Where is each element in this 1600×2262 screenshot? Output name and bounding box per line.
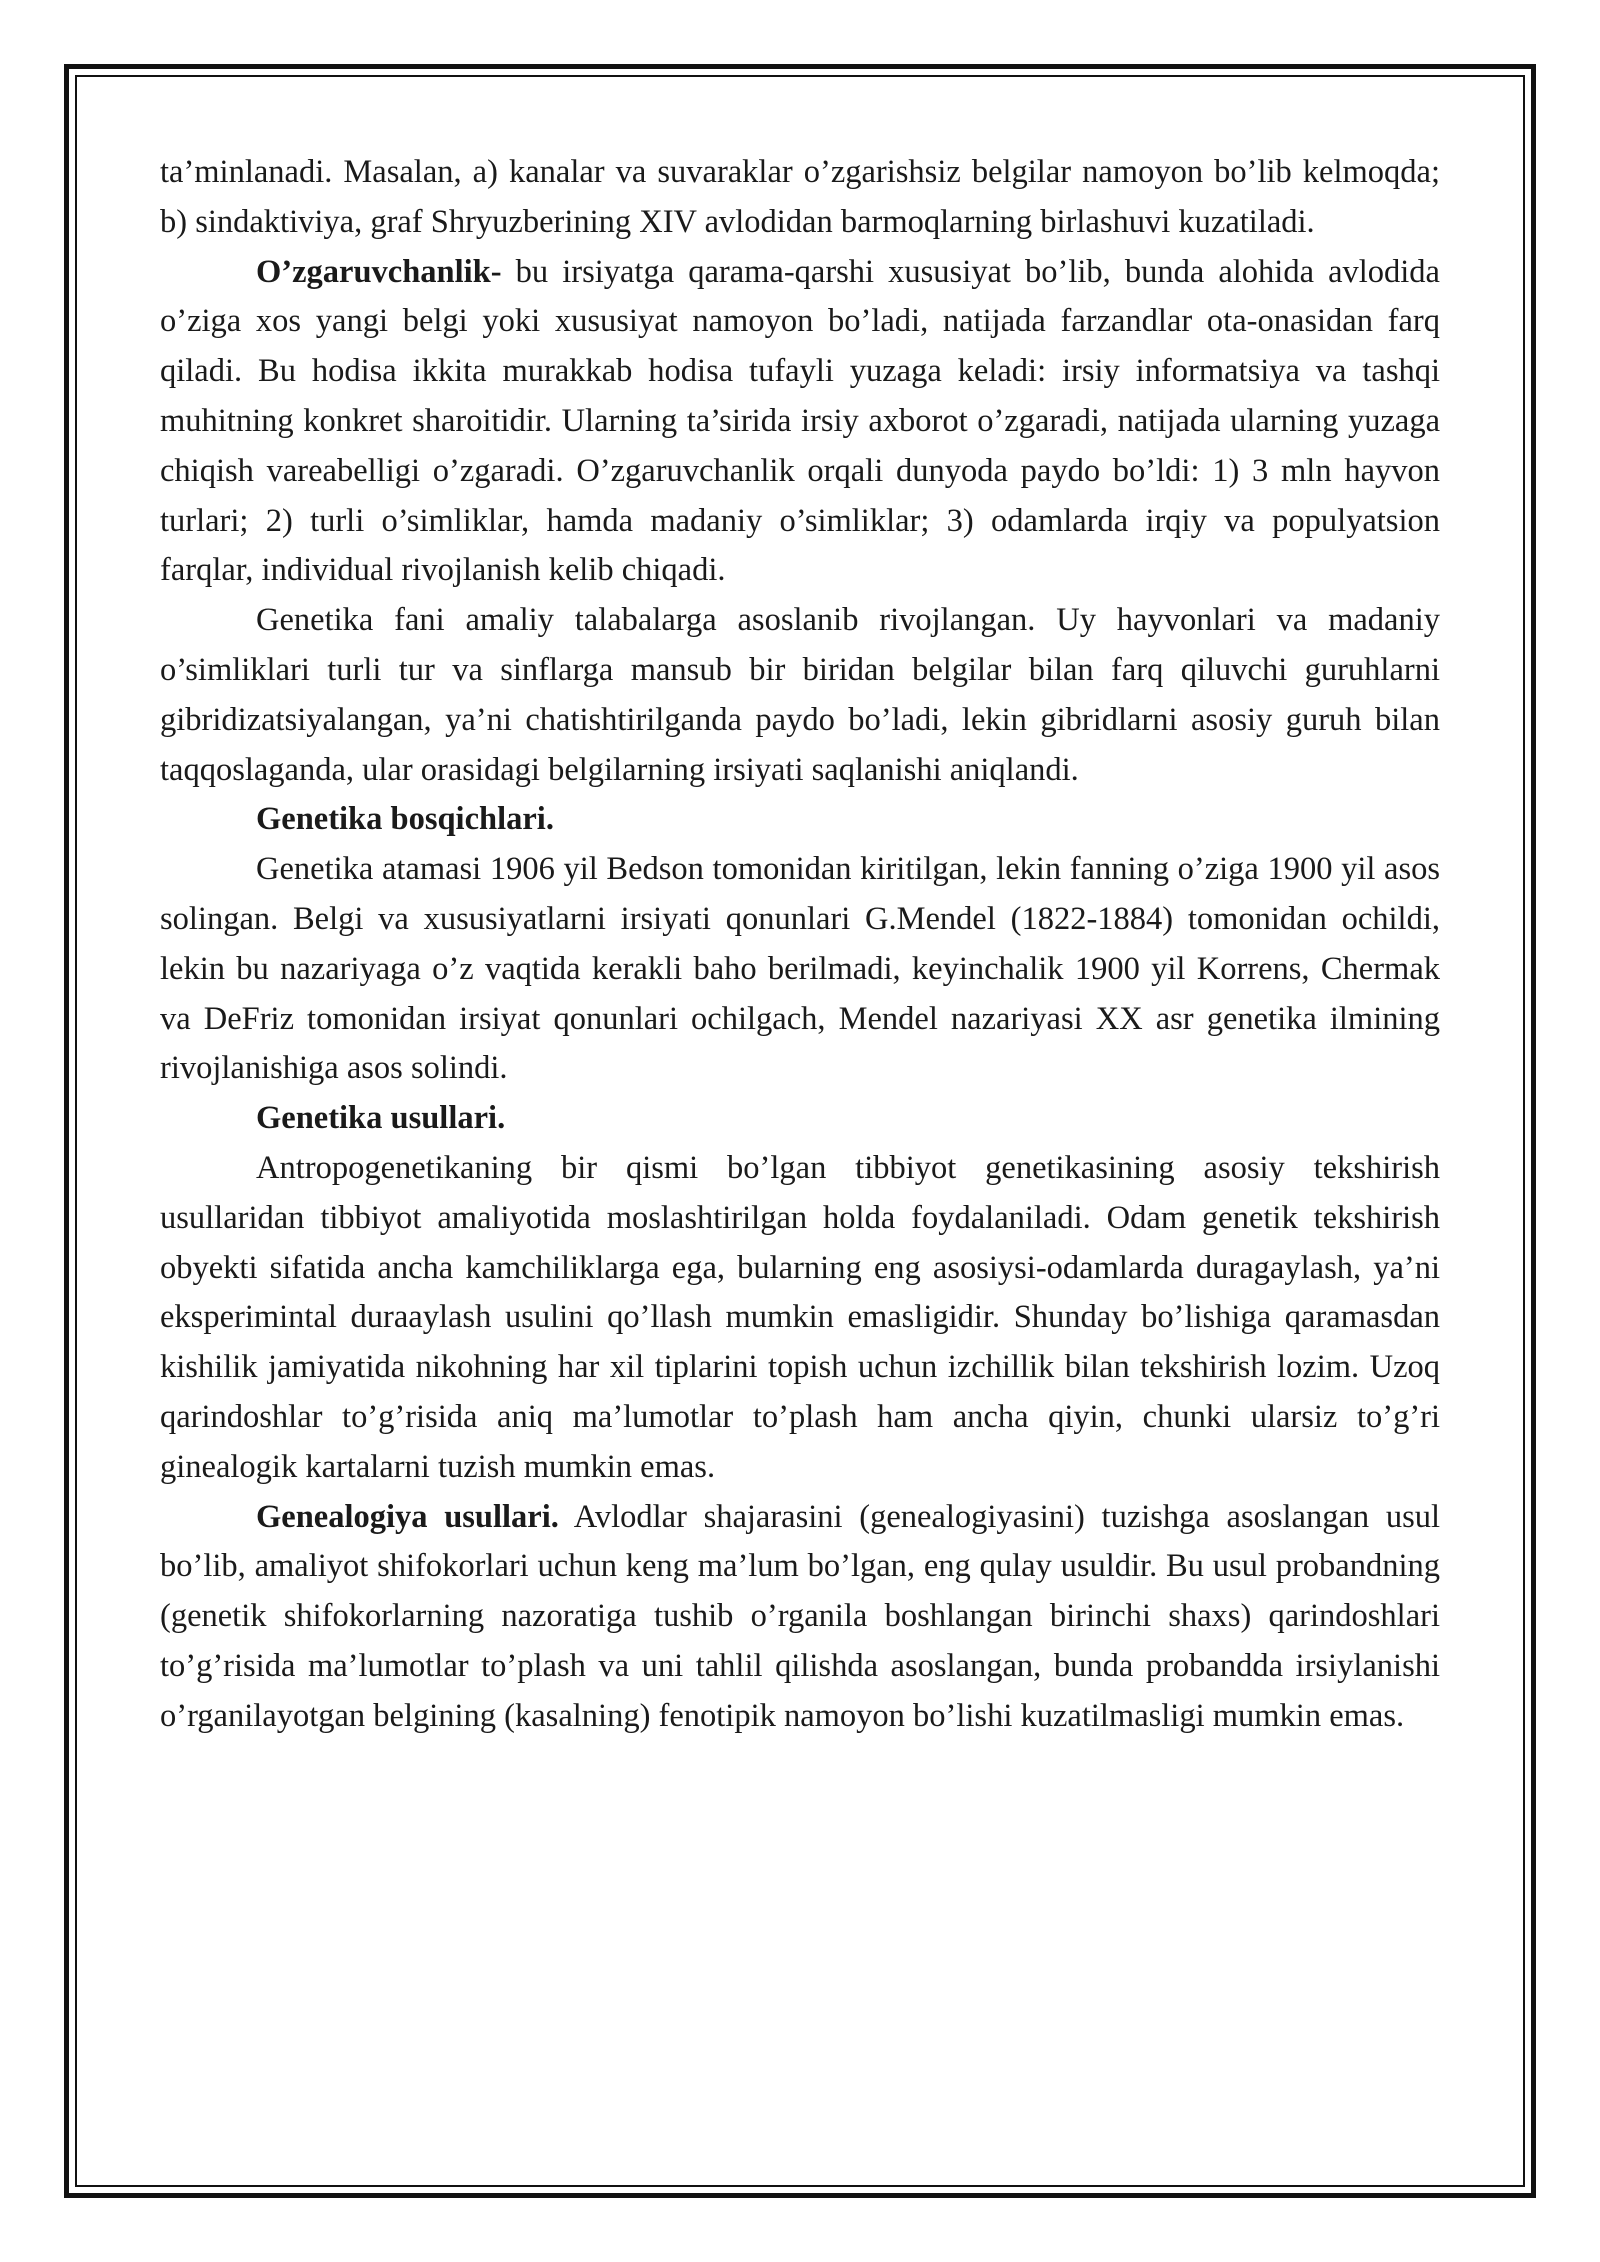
paragraph-genetics-methods: Antropogenetikaning bir qismi bo’lgan tibbiyot genetikasining asosiy tekshirish usullaridan tibbiyot amaliyotida moslashtirilgan holda foydalaniladi. Odam genetik tekshirish obyekti sifatida ancha kamchiliklarga ega, bularning eng asosiysi-odamlarda duragaylash, ya’ni eksperimintal duraaylash usulini qo’llash mumkin emasligidir. Shunday bo’lishiga qaramasdan kishilik jamiyatida nikohning har xil tiplarini topish uchun izchillik bilan tekshirish lozim. Uzoq qarindoshlar to’g’risida aniq ma’lumotlar to’plash ham ancha qiyin, chunki ularsiz to’g’ri ginealogik kartalarni tuzish mumkin emas. bbox=[160, 1149, 1440, 1485]
paragraph-genetics-stages: Genetika atamasi 1906 yil Bedson tomonidan kiritilgan, lekin fanning o’ziga 1900 yil asos solingan. Belgi va xususiyatlarni irsiyati qonunlari G.Mendel (1822-1884) tomonidan ochildi, lekin bu nazariyaga o’z vaqtida kerakli baho berilmadi, keyinchalik 1900 yil Korrens, Chermak va DeFriz tomonidan irsiyat qonunlari ochilgach, Mendel nazariyasi XX asr genetika ilmining rivojlanishiga asos solindi. bbox=[160, 851, 1440, 1087]
heading-genetics-methods: Genetika usullari. bbox=[256, 1100, 506, 1137]
paragraph-variation bbox=[160, 248, 1440, 597]
genealogy-text: Avlodlar shajarasini (genealogiyasini) tuzishga asoslangan usul bo’lib, amaliyot shifokorlari uchun keng ma’lum bo’lgan, eng qulay usuldir. Bu usul probandning (genetik shifokorlarning nazoratiga tushib o’rganila boshlangan birinchi shaxs) qarindoshlari to’g’risida ma’lumotlar to’plash va uni tahlil qilishda asoslangan, bunda probandda irsiylanishi o’rganilayotgan belgining (kasalning) fenotipik namoyon bo’lishi kuzatilmasligi mumkin emas. bbox=[160, 1498, 1441, 1734]
term-variation: O’zgaruvchanlik- bbox=[256, 253, 502, 290]
paragraph-genetics-practice: Genetika fani amaliy talabalarga asoslanib rivojlangan. Uy hayvonlari va madaniy o’simliklari turli tur va sinflarga mansub bir biridan belgilar bilan farq qiluvchi guruhlarni gibridizatsiyalangan, ya’ni chatishtirilganda paydo bo’ladi, lekin gibridlarni asosiy guruh bilan taqqoslaganda, ular orasidagi belgilarning irsiyati saqlanishi aniqlandi. bbox=[160, 602, 1440, 788]
term-genealogy: Genealogiya usullari. bbox=[256, 1498, 559, 1535]
document-body bbox=[160, 148, 1440, 1742]
heading-genetics-stages: Genetika bosqichlari. bbox=[256, 801, 554, 838]
paragraph-genealogy bbox=[160, 1493, 1440, 1742]
variation-text: bu irsiyatga qarama-qarshi xususiyat bo’lib, bunda alohida avlodida o’ziga xos yangi belgi yoki xususiyat namoyon bo’ladi, natijada farzandlar ota-onasidan farq qiladi. Bu hodisa ikkita murakkab hodisa tufayli yuzaga keladi: irsiy informatsiya va tashqi muhitning konkret sharoitidir. Ularning ta’sirida irsiy axborot o’zgaradi, natijada ularning yuzaga chiqish vareabelligi o’zgaradi. O’zgaruvchanlik orqali dunyoda paydo bo’ldi: 1) 3 mln hayvon turlari; 2) turli o’simliklar, hamda madaniy o’simliklar; 3) odamlarda irqiy va populyatsion farqlar, individual rivojlanish kelib chiqadi. bbox=[160, 253, 1440, 589]
paragraph-continuation: ta’minlanadi. Masalan, a) kanalar va suvaraklar o’zgarishsiz belgilar namoyon bo’lib kelmoqda; b) sindaktiviya, graf Shryuzberining XIV avlodidan barmoqlarning birlashuvi kuzatiladi. bbox=[160, 154, 1440, 240]
